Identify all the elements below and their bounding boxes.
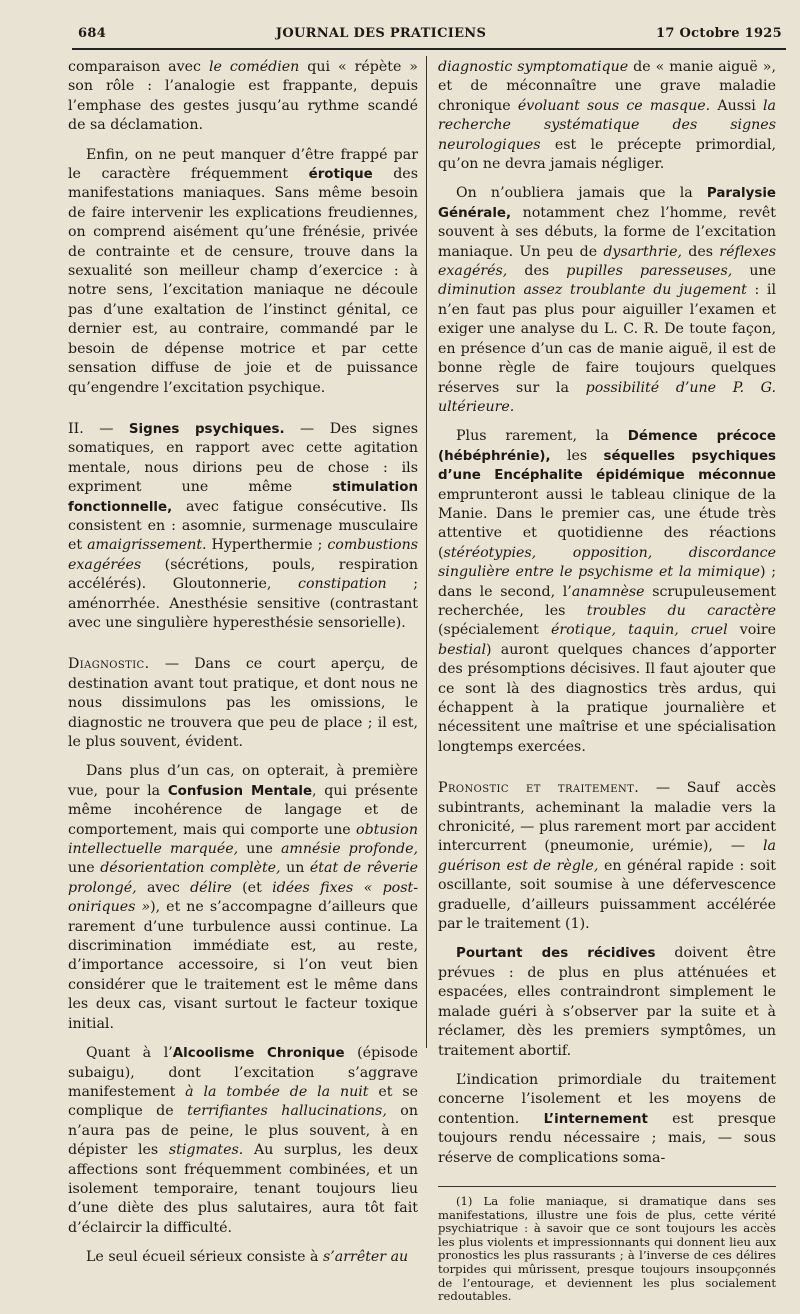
paragraph: Enfin, on ne peut manquer d’être frappé par le caractère fréquemment érotique des manifestations maniaques. Sans même besoin de faire intervenir les explications freudiennes, on comprend aisément qu’une frénésie, privée de contrainte et de censure, trouve dans la sexualité son meilleur champ d’exercice : à notre sens, l’excitation maniaque ne découle pas d’une exaltation de l’instinct génital, ce dernier est, au contraire, commandé par le besoin de dépense motrice et par cette sensation diffuse de joie et de puissance qu’engendre l’excitation psychique. — [68, 146, 418, 396]
section-paragraph: Diagnostic. — Dans ce court aperçu, de destination avant tout pratique, et dont nous ne nous dissimulons pas les omissions, le diagnostic ne trouvera que peu de place ; il est, le plus souvent, évident. — [68, 656, 418, 750]
right-column — [438, 58, 776, 1314]
issue-date: 17 Octobre 1925 — [656, 26, 782, 41]
paragraph: Dans plus d’un cas, on opterait, à première vue, pour la Confusion Mentale, qui présente même incohérence de langage et de comportement, mais qui comporte une obtusion intellectuelle marquée, une amnésie profonde, une désorientation complète, un état de rêverie prolongé, avec délire (et idées fixes « post-oniriques »), et ne s’accompagne d’ailleurs que rarement d’une turbulence aussi continue. La discrimination immédiate est, au reste, d’importance accessoire, si l’on veut bien considérer que le traitement est le même dans les deux cas, visant surtout le facteur toxique initial. — [68, 763, 419, 1032]
paragraph: Quant à l’Alcoolisme Chronique (épisode subaigu), dont l’excitation s’aggrave manifestement à la tombée de la nuit et se complique de terrifiantes hallucinations, on n’aura pas de peine, le plus souvent, à en dépister les stigmates. Au surplus, les deux affections sont fréquemment combinées, et un isolement temporaire, tenant toujours lieu d’une diète des plus salutaires, aura tôt fait d’éclaircir la difficulté. — [68, 1045, 419, 1236]
footnote: (1) La folie maniaque, si dramatique dans ses manifestations, illustre une fois de plus, cette vérité psychiatrique : à savoir que ce sont toujours les accès les plus violents et impressionnants qui donnent lieu aux pronostics les plus rassurants ; à l’inverse de ces délires torpides qui mûrissent, presque toujours insoupçonnés de l’entourage, et deviennent les plus socialement redoutables. — [438, 1193, 776, 1304]
column-divider — [426, 56, 427, 1048]
paragraph: comparaison avec le comédien qui « répète » son rôle : l’analogie est frappante, depuis l’emphase des gestes jusqu’au rythme scandé de sa déclamation. — [68, 59, 418, 134]
section-paragraph: II. — Signes psychiques. — Des signes somatiques, en rapport avec cette agitation mentale, nous dirions peu de chose : ils expriment une même stimulation fonctionnelle, avec fatigue consécutive. Ils consistent en : asomnie, surmenage musculaire et amaigrissement. Hyperthermie ; combustions exagérées (sécrétions, pouls, respiration accélérés). Gloutonnerie, constipation ; aménorrhée. Anesthésie sensitive (contrastant avec une singulière hyperesthésie sensorielle). — [68, 420, 418, 631]
paragraph: On n’oubliera jamais que la Paralysie Générale, notamment chez l’homme, revêt souvent à ses débuts, la forme de l’excitation maniaque. Un peu de dysarthrie, des réflexes exagérés, des pupilles paresseuses, une diminution assez troublante du jugement : il n’en faut pas plus pour aiguiller l’examen et exiger une analyse du L. C. R. De toute façon, en présence d’un cas de manie aiguë, il est de bonne règle de faire toujours quelques réserves sur la possibilité d’une P. G. ultérieure. — [438, 185, 776, 415]
left-column — [68, 58, 418, 1278]
paragraph: Pourtant des récidives doivent être prévues : de plus en plus atténuées et espacées, elles contraindront simplement le malade guéri à s’observer par la suite et à réclamer, dès les premiers symptômes, un traitement abortif. — [438, 945, 776, 1059]
paragraph: diagnostic symptomatique de « manie aiguë », et de méconnaître une grave maladie chronique évoluant sous ce masque. Aussi la recherche systématique des signes neurologiques est le précepte primordial, qu’on ne devra jamais négliger. — [438, 59, 776, 173]
page-header — [78, 26, 782, 48]
journal-title: JOURNAL DES PRATICIENS — [275, 26, 487, 41]
section-heading: Pronostic et traitement. — [438, 780, 640, 797]
paragraph: Le seul écueil sérieux consiste à s’arrêter au — [86, 1249, 409, 1266]
footnote-rule — [438, 1186, 776, 1187]
page-number: 684 — [78, 26, 107, 41]
paragraph: L’indication primordiale du traitement concerne l’isolement et les moyens de contention. L’internement est presque toujours rendu nécessaire ; mais, — sous réserve de complications soma- — [438, 1071, 776, 1166]
header-rule — [72, 48, 786, 50]
section-paragraph: Pronostic et traitement. — Sauf accès subintrants, acheminant la maladie vers la chronicité, — plus rarement mort par accident intercurrent (pneumonie, urémie), — la guérison est de règle, en général rapide : soit oscillante, soit soumise à une défervescence graduelle, d’ailleurs puissamment accélérée par le traitement (1). — [438, 780, 776, 933]
section-heading: Diagnostic. — [68, 656, 150, 673]
paragraph: Plus rarement, la Démence précoce (hébéphrénie), les séquelles psychiques d’une Encéphalite épidémique méconnue emprunteront aussi le tableau clinique de la Manie. Dans le premier cas, une étude très attentive et quotidienne des réactions (stéréotypies, opposition, discordance singulière entre le psychisme et la mimique) ; dans le second, l’anamnèse scrupuleusement recherchée, les troubles du caractère (spécialement érotique, taquin, cruel voire bestial) auront quelques chances d’apporter des présomptions décisives. Il faut ajouter que ce sont là des diagnostics très ardus, qui échappent à la pratique journalière et nécessitent une maîtrise et une spécialisation longtemps exercées. — [438, 428, 776, 755]
section-heading: Signes psychiques. — [128, 421, 285, 437]
